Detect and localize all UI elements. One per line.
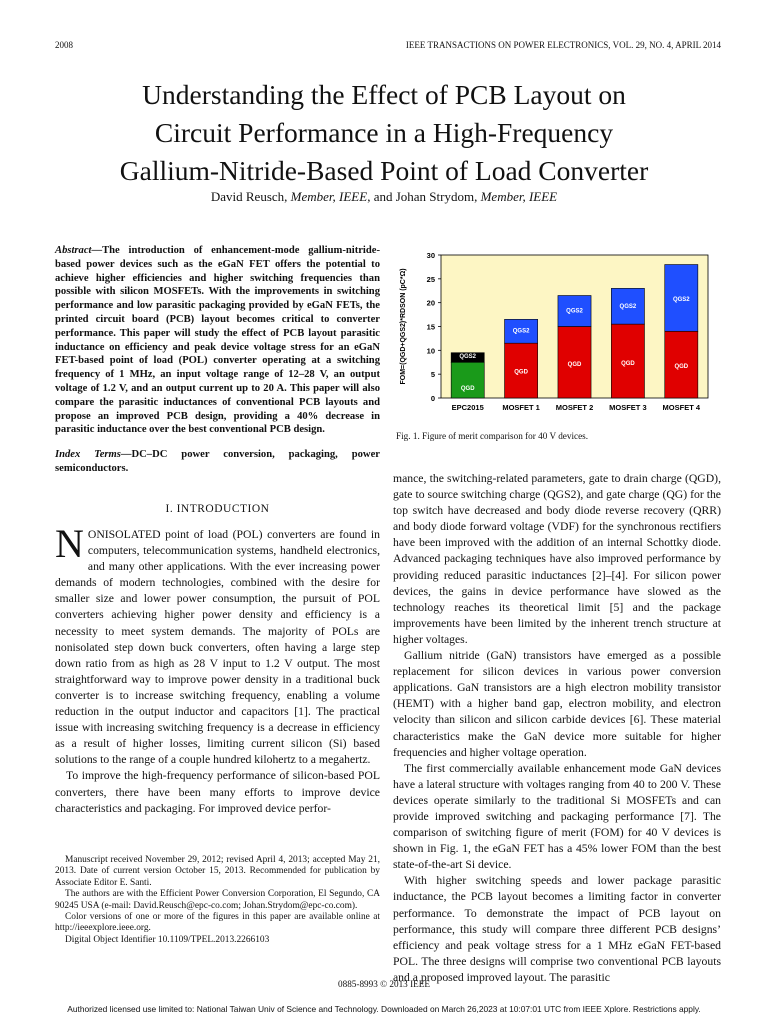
page-number: 2008 bbox=[55, 40, 73, 50]
author-role: Member, IEEE bbox=[480, 189, 558, 204]
bar-label: QGD bbox=[514, 369, 528, 376]
intro-paragraph: To improve the high-frequency performance of silicon-based POL converters, there have been many efforts to improve device characteristics and packaging. For improved device perfor- bbox=[55, 769, 380, 815]
author-name: David Reusch bbox=[210, 189, 285, 204]
title-line: Understanding the Effect of PCB Layout on bbox=[142, 79, 626, 110]
bar-label: QGD bbox=[674, 363, 689, 370]
index-terms bbox=[55, 448, 380, 476]
footnote: Digital Object Identifier 10.1109/TPEL.2013.2266103 bbox=[65, 934, 270, 945]
bar-label: QGS2 bbox=[459, 353, 477, 360]
title-line: Gallium-Nitride-Based Point of Load Converter bbox=[119, 155, 649, 186]
bar-label: QGD bbox=[460, 386, 475, 392]
issn-copyright: 0885-8993 © 2013 IEEE bbox=[338, 979, 430, 989]
x-tick-label: MOSFET 2 bbox=[555, 403, 594, 412]
authors bbox=[40, 189, 728, 205]
paper-title bbox=[40, 76, 728, 190]
journal-header: IEEE TRANSACTIONS ON POWER ELECTRONICS, VOL. 29, NO. 4, APRIL 2014 bbox=[405, 40, 721, 50]
intro-paragraph bbox=[55, 521, 380, 768]
bar-label: QGS2 bbox=[619, 304, 637, 311]
drop-cap: N bbox=[55, 521, 84, 566]
intro-text bbox=[55, 521, 380, 817]
license-footer: Authorized licensed use limited to: National Taiwan Univ of Science and Technology. Downloaded on March 26,2023 at 10:07:01 UTC from IEEE Xplore. Restrictions apply. bbox=[67, 1004, 701, 1014]
y-tick-label: 30 bbox=[426, 251, 435, 260]
y-tick-label: 5 bbox=[430, 370, 435, 380]
x-tick-label: MOSFET 3 bbox=[609, 403, 647, 412]
bar-qgd-epc2015 bbox=[451, 362, 484, 398]
y-tick-label: 20 bbox=[426, 298, 435, 308]
body-paragraph: The first commercially available enhancement mode GaN devices have a lateral structure with voltages ranging from 40 to 200 V. These devices operate similarly to the traditional Si MOSFETs and can provide improved switching and packaging performance [7]. The comparison of switching figure of merit (FOM) for 40 V devices is shown in Fig. 1, the eGaN FET has a 45% lower FOM than the best state-of-the-art Si device. bbox=[393, 761, 721, 872]
bar-label: QGS2 bbox=[566, 308, 583, 315]
footnote: Manuscript received November 29, 2012; revised April 4, 2013; accepted May 21, 2013. Date of current version October 15, 2013. Recommended for publication by Associate Editor E. Santi. bbox=[55, 855, 380, 888]
footnotes bbox=[55, 855, 380, 946]
author-name: Johan Strydom bbox=[395, 189, 475, 204]
bar-label: QGD bbox=[567, 361, 582, 368]
x-tick-label: MOSFET 1 bbox=[502, 403, 540, 412]
author-separator: , bbox=[474, 189, 481, 204]
index-terms-text: —DC–DC power conversion, packaging, power semiconductors. bbox=[55, 449, 380, 474]
author-role: Member, IEEE bbox=[290, 189, 368, 204]
body-paragraph: mance, the switching-related parameters, gate to drain charge (QGD), gate to source switching charge (QGS2), and gate charge (QG) for the top switch have decreased and body diode reverse recovery (QRR) and body diode forward voltage (VDF) for the synchronous rectifiers have been improved with the addition of an internal Schottky diode. Advanced packaging techniques have also improved performance by providing reduced parasitic inductances [2]–[4]. For silicon power devices, the gains in device performance have slowed as the technology reaches its theoretical limit [5] and the package improvements have been limited by the inherent trench structure at higher voltages. bbox=[393, 472, 721, 646]
right-column-text bbox=[393, 471, 721, 986]
author-separator: , bbox=[284, 189, 291, 204]
y-tick-label: 0 bbox=[430, 394, 435, 403]
fom-bar-chart bbox=[393, 243, 713, 423]
y-tick-label: 10 bbox=[426, 346, 435, 356]
footnote: Color versions of one or more of the figures in this paper are available online at http://ieeexplore.ieee.org. bbox=[55, 912, 380, 934]
abstract-text: —The introduction of enhancement-mode gallium-nitride-based power devices such as the eGaN FET offers the potential to achieve higher efficiencies and higher switching frequencies than possible with silicon MOSFETs. With the improvements in switching performance and low parasitic packaging provided by eGaN FETs, the printed circuit board (PCB) layout becomes critical to converter performance. This paper will study the effect of PCB layout parasitic inductance on efficiency and peak device voltage stress for an eGaN FET-based point of load (POL) converter operating at a switching frequency of 1 MHz, an input voltage range of 12–28 V, an output voltage of 1.2 V, and an output current up to 20 A. This paper will also compare the parasitic inductances of conventional PCB layouts and propose an improved PCB design, providing a 40% decrease in parasitic inductance over the best conventional PCB design. bbox=[55, 245, 380, 436]
x-tick-label: EPC2015 bbox=[451, 403, 484, 412]
abstract bbox=[55, 244, 380, 437]
y-tick-label: 25 bbox=[426, 274, 435, 284]
footnote: The authors are with the Efficient Power Conversion Corporation, El Segundo, CA 90245 USA (e-mail: David.Reusch@epc-co.com; Johan.Strydom@epc-co.com). bbox=[55, 889, 380, 911]
figure-caption: Fig. 1. Figure of merit comparison for 40 V devices. bbox=[396, 431, 589, 441]
x-tick-label: MOSFET 4 bbox=[662, 403, 701, 412]
author-joiner: , and bbox=[367, 189, 396, 204]
body-paragraph: With higher switching speeds and lower package parasitic inductance, the PCB layout becomes a limiting factor in converter performance. To demonstrate the impact of PCB layout on performance, this study will compare three different PCB designs’ efficiency and peak voltage stress for a 1 MHz eGaN FET-based POL. The three designs will comprise two conventional PCB layouts and a proposed improved layout. The parasitic bbox=[393, 874, 721, 984]
bar-label: QGD bbox=[621, 360, 635, 367]
bar-label: QGS2 bbox=[672, 297, 690, 304]
body-paragraph: Gallium nitride (GaN) transistors have emerged as a possible replacement for silicon devices in various power conversion applications. GaN transistors are a high electron mobility transistor (HEMT) with a higher band gap, electron mobility, and electron velocity than silicon and silicon carbide devices [6]. These material characteristics make the GaN device more suitable for higher frequencies and higher voltage operation. bbox=[393, 649, 721, 759]
y-axis-label: FOM=(QGD+QGS2)*RDSON (pC*Ω) bbox=[400, 268, 407, 385]
bar-label: QGS2 bbox=[512, 328, 530, 335]
index-terms-label: Index Terms bbox=[55, 449, 121, 460]
abstract-label: Abstract bbox=[55, 245, 92, 256]
title-line: Circuit Performance in a High-Frequency bbox=[154, 117, 614, 148]
section-heading: I. INTRODUCTION bbox=[165, 503, 270, 515]
intro-paragraph-text: ONISOLATED point of load (POL) converters are found in computers, telecommunication systems, handheld electronics, and many other applications. With the ever increasing power demands of modern technologies, combined with the desire for smaller size and lower power consumption, the pursuit of POL converters achieving higher power density and efficiency is a necessity to meet system demands. The majority of POLs are nonisolated step down buck converters, often having a large step down ratio from as high as 28 V input to 1.2 V output. The most straightforward way to improve power density in a traditional buck converter is to increase switching frequency, enabling a volume reduction in the output inductor and capacitors [1]. The practical issue with increasing switching frequency is a decrease in efficiency as a result of higher losses, limiting current silicon (Si) based solutions to the range of a couple hundred kilohertz to a megahertz. bbox=[55, 528, 380, 767]
y-tick-label: 15 bbox=[426, 322, 435, 332]
